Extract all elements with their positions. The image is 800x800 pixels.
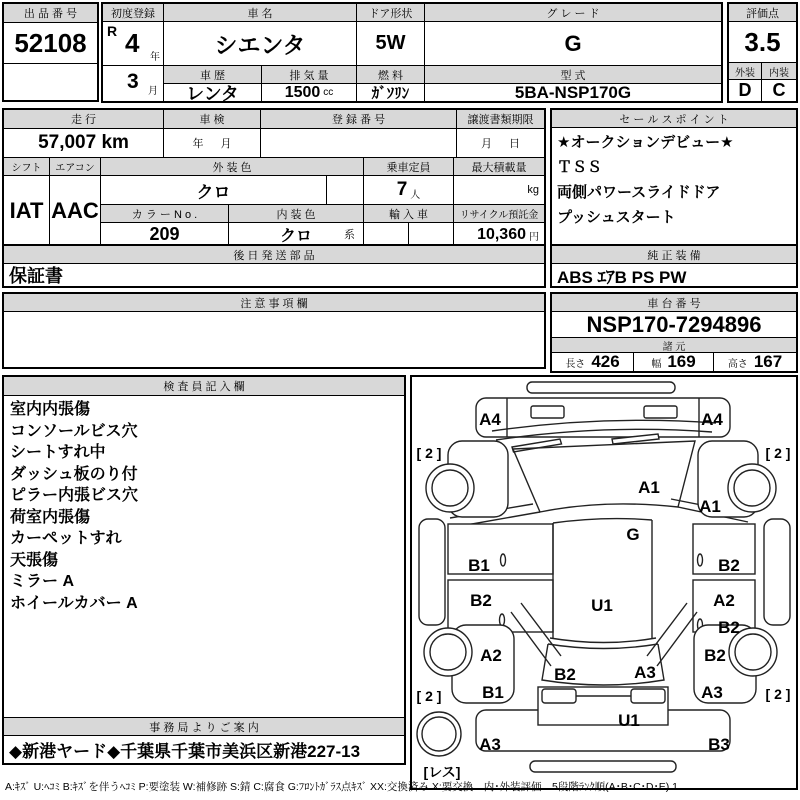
auction-number-value: 52108	[4, 23, 97, 64]
transfer-deadline-value: 月 日	[457, 129, 544, 158]
cautions-box	[2, 292, 546, 369]
recycle-fee-value	[454, 223, 544, 246]
car-name-header: 車 名	[164, 4, 357, 22]
first-registration-year-cell	[103, 22, 164, 66]
import-value-right	[409, 223, 454, 246]
damage-code-A3: A3	[479, 735, 501, 754]
fuel-value: ｶﾞｿﾘﾝ	[357, 84, 425, 101]
exterior-color-value: クロ	[101, 176, 327, 205]
inspector-note: ダッシュ板のり付	[10, 465, 138, 483]
damage-code-A4: A4	[479, 410, 501, 429]
sales-point-line: プッシュスタート	[557, 209, 676, 226]
registration-number-header: 登 録 番 号	[261, 110, 457, 129]
sales-points-header: セ ー ル ス ポ イ ン ト	[552, 110, 796, 128]
dimensions-header: 諸 元	[552, 338, 796, 353]
damage-code-A4: A4	[701, 410, 723, 429]
door-handle	[698, 554, 703, 566]
displacement-header: 排 気 量	[262, 66, 357, 84]
transfer-deadline-header: 譲渡書類期限	[457, 110, 544, 129]
damage-diagram-box	[410, 375, 798, 790]
damage-code-A1: A1	[699, 497, 721, 516]
sales-points-box	[550, 108, 798, 248]
aircon-header: エアコン	[50, 158, 101, 176]
width-cell	[634, 353, 714, 371]
capacity-header: 乗車定員	[364, 158, 454, 176]
length-label: 長さ	[565, 358, 586, 370]
width-value: 169	[667, 352, 696, 371]
oem-equipment-box	[550, 244, 798, 288]
later-parts-header: 後 日 発 送 部 品	[4, 246, 544, 264]
inspector-note: コンソールビス穴	[10, 422, 138, 440]
first-registration-month-cell	[103, 66, 164, 101]
damage-code-2: [ 2 ]	[416, 445, 442, 461]
rocker-sill-left	[419, 519, 445, 625]
exterior-grade-header: 外装	[729, 63, 762, 80]
exterior-color-sub-cell	[327, 176, 364, 205]
inspector-note: ホイールカバー A	[10, 594, 138, 612]
history-header: 車 歴	[164, 66, 262, 84]
later-parts-box	[2, 244, 546, 288]
exterior-color-header: 外 装 色	[101, 158, 364, 176]
damage-code-B2: B2	[718, 618, 740, 637]
office-info-value: ◆新港ヤード◆千葉県千葉市美浜区新港227-13	[9, 742, 361, 761]
rear-lower-strip	[530, 761, 676, 772]
height-cell	[714, 353, 796, 371]
import-header: 輸 入 車	[364, 205, 454, 223]
car-name-value: シエンタ	[164, 22, 357, 66]
interior-color-header: 内 装 色	[229, 205, 364, 223]
inspection-header: 車 検	[164, 110, 261, 129]
windshield	[513, 441, 695, 512]
fuel-header: 燃 料	[357, 66, 425, 84]
inspector-note: 室内内張傷	[10, 401, 91, 418]
damage-code-: [レス]	[423, 764, 461, 780]
length-value: 426	[591, 352, 620, 371]
later-parts-value: 保証書	[9, 266, 63, 286]
shift-header: シフト	[4, 158, 50, 176]
aircon-value: AAC	[50, 176, 101, 246]
damage-code-2: [ 2 ]	[765, 445, 791, 461]
recycle-fee-number: 10,360	[477, 225, 526, 243]
score-header: 評価点	[729, 4, 796, 22]
score-value: 3.5	[729, 22, 796, 63]
registration-year: 4	[125, 28, 140, 58]
damage-code-A1: A1	[638, 478, 660, 497]
height-value: 167	[753, 352, 783, 371]
interior-color-value	[229, 223, 364, 246]
first-registration-header: 初度登録	[103, 4, 164, 22]
grade-header: グ レ ー ド	[425, 4, 721, 22]
car-outline	[417, 382, 790, 772]
door-handle	[500, 614, 505, 626]
displacement-unit: cc	[323, 87, 334, 98]
damage-code-B3: B3	[708, 735, 730, 754]
year-unit: 年	[150, 52, 160, 63]
recycle-fee-unit: 円	[529, 232, 539, 243]
door-shape-header: ドア形状	[357, 4, 425, 22]
wiper-left	[512, 439, 562, 452]
tail-lamp-left	[542, 689, 576, 703]
shift-value: IAT	[4, 176, 50, 246]
damage-code-B2: B2	[554, 665, 576, 684]
import-value-left	[364, 223, 409, 246]
mileage-value: 57,007 km	[4, 129, 164, 158]
displacement-value	[262, 84, 357, 101]
car-top-view-diagram	[412, 377, 796, 788]
width-label: 幅	[651, 358, 662, 370]
inspector-note: ミラー A	[10, 573, 75, 590]
chassis-box	[550, 292, 798, 373]
inspector-notes-box	[2, 375, 406, 765]
exterior-grade-value: D	[729, 80, 762, 101]
damage-code-A3: A3	[701, 683, 723, 702]
interior-grade-header: 内装	[762, 63, 796, 80]
inspector-note: 天張傷	[10, 551, 59, 569]
registration-number-value	[261, 129, 457, 158]
inspection-value: 年 月	[164, 129, 261, 158]
oem-equipment-value: ABS ｴｱB PS PW	[557, 267, 687, 287]
damage-code-B2: B2	[718, 556, 740, 575]
roof-rear-edge	[550, 638, 656, 643]
auction-number-box	[2, 2, 99, 102]
interior-color-name: クロ	[279, 228, 312, 245]
cautions-header: 注 意 事 項 欄	[4, 294, 544, 312]
door-handle	[501, 554, 506, 566]
capacity-value	[364, 176, 454, 205]
front-door-left	[448, 524, 553, 574]
auction-number-header: 出 品 番 号	[4, 4, 97, 23]
auction-number-blank-cell	[4, 64, 97, 100]
front-lamp-left	[531, 406, 564, 418]
length-cell	[552, 353, 634, 371]
vehicle-header-table	[101, 2, 723, 103]
damage-code-B1: B1	[482, 683, 504, 702]
max-load-value: kg	[454, 176, 544, 205]
front-bumper	[527, 382, 675, 393]
mileage-header: 走 行	[4, 110, 164, 129]
rocker-sill-right	[764, 519, 790, 625]
damage-code-2: [ 2 ]	[416, 688, 442, 704]
oem-equipment-header: 純 正 装 備	[552, 246, 796, 264]
damage-code-A2: A2	[713, 591, 735, 610]
era-code: R	[107, 23, 118, 39]
door-shape-value: 5W	[357, 22, 425, 66]
damage-code-U1: U1	[618, 711, 640, 730]
model-code-value: 5BA-NSP170G	[514, 82, 632, 102]
height-label: 高さ	[727, 358, 748, 370]
sales-points-list	[552, 130, 796, 230]
chassis-number-header: 車 台 番 号	[552, 294, 796, 312]
cautions-value	[4, 312, 544, 367]
front-lamp-right	[644, 406, 677, 418]
model-code-header: 型 式	[425, 66, 721, 84]
inspector-notes-list	[10, 399, 400, 614]
damage-code-B2: B2	[470, 591, 492, 610]
damage-code-G: G	[626, 525, 640, 544]
damage-code-2: [ 2 ]	[765, 686, 791, 702]
inspector-note: シートすれ中	[10, 444, 106, 461]
interior-grade-value: C	[772, 80, 786, 100]
interior-color-suffix: 系	[344, 229, 355, 241]
legend-footer: A:ｷｽﾞ U:ﾍｺﾐ B:ｷｽﾞを伴うﾍｺﾐ P:要塗装 W:補修跡 S:錆 C:腐食 G:ﾌﾛﾝﾄｶﾞﾗｽ点ｷｽﾞ XX:交換済み X:要交換 内･外装評価 5段階ﾗﾝｸ順(A･B･C･D･E) 1	[5, 781, 679, 793]
damage-code-A3: A3	[634, 663, 656, 682]
inspector-notes-header: 検 査 員 記 入 欄	[4, 377, 404, 396]
tail-lamp-right	[631, 689, 665, 703]
displacement-number: 1500	[284, 83, 321, 101]
capacity-unit: 人	[410, 190, 421, 201]
registration-month: 3	[127, 70, 139, 93]
capacity-number: 7	[396, 179, 408, 200]
recycle-fee-header: リサイクル預託金	[454, 205, 544, 223]
inspector-note: 荷室内張傷	[10, 508, 91, 526]
damage-code-B2: B2	[704, 646, 726, 665]
inspector-note: ピラー内張ビス穴	[10, 487, 139, 504]
office-info-header: 事 務 局 よ り ご 案 内	[4, 717, 404, 736]
specs-table	[2, 108, 546, 248]
damage-code-B1: B1	[468, 556, 490, 575]
sales-point-line: 両側パワースライドドア	[557, 184, 721, 201]
sales-point-line: ＴＳＳ	[557, 159, 603, 176]
color-number-header: カ ラ ー N o .	[101, 205, 229, 223]
inspector-note: カーペットすれ	[10, 530, 122, 547]
roof-front-edge	[553, 519, 652, 523]
grade-value: G	[425, 22, 721, 66]
chassis-number-value: NSP170-7294896	[552, 312, 796, 338]
damage-code-A2: A2	[480, 646, 502, 665]
max-load-header: 最大積載量	[454, 158, 544, 176]
sales-point-line: ★オークションデビュー★	[557, 134, 734, 151]
damage-code-U1: U1	[591, 596, 613, 615]
month-unit: 月	[148, 86, 158, 97]
history-value: レンタ	[164, 84, 262, 101]
score-box	[727, 2, 798, 103]
color-number-value: 209	[101, 223, 229, 246]
